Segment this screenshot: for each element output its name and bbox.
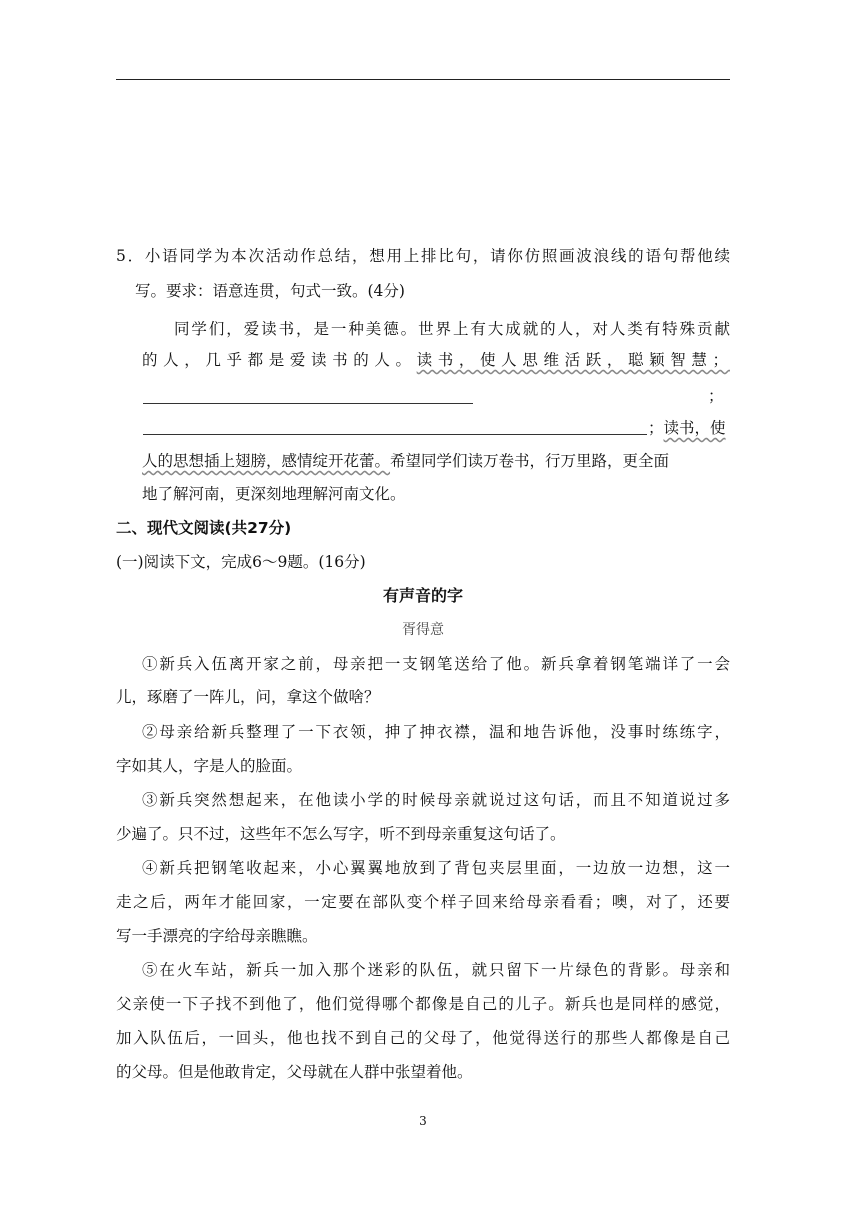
article-line: 加入队伍后，一回头，他也找不到自己的父母了，他觉得送行的那些人都像是自己: [116, 1029, 730, 1047]
semicolon-1: ；: [708, 387, 724, 405]
section-instruction: (一)阅读下文，完成6～9题。(16分): [116, 553, 366, 571]
semicolon-2: ；: [648, 419, 664, 437]
article-line: 写一手漂亮的字给母亲瞧瞧。: [116, 927, 318, 945]
wavy-underlined-sentence: 读书，使人思维活跃，聪颖智慧；: [416, 351, 730, 369]
article-line: 字如其人，字是人的脸面。: [116, 757, 303, 775]
q5-passage-line-1: 同学们，爱读书，是一种美德。世界上有大成就的人，对人类有特殊贡献: [174, 320, 730, 338]
q5-passage-line-2: [142, 350, 730, 370]
passage-text: 希望同学们读万卷书，行万里路，更全面: [390, 452, 670, 470]
wavy-underlined-sentence-end: 人的思想插上翅膀，感情绽开花蕾。: [142, 452, 391, 470]
article-line: ③新兵突然想起来，在他读小学的时候母亲就说过这句话，而且不知道说过多: [142, 791, 730, 809]
article-line: 父亲使一下子找不到他了，他们觉得哪个都像是自己的儿子。新兵也是同样的感觉，: [116, 995, 730, 1013]
q5-passage-line-4: [648, 418, 730, 438]
article-line: ⑤在火车站，新兵一加入那个迷彩的队伍，就只留下一片绿色的背影。母亲和: [142, 961, 730, 979]
article-line: ④新兵把钢笔收起来，小心翼翼地放到了背包夹层里面，一边放一边想，这一: [142, 859, 730, 877]
article-line: 儿，琢磨了一阵儿，问，拿这个做啥？: [116, 688, 380, 706]
article-line: 走之后，两年才能回家，一定要在部队变个样子回来给母亲看看；噢，对了，还要: [116, 893, 730, 911]
article-author: 胥得意: [402, 622, 444, 638]
article-line: 少遍了。只不过，这些年不怎么写字，听不到母亲重复这句话了。: [116, 825, 566, 843]
article-line: ②母亲给新兵整理了一下衣领，抻了抻衣襟，温和地告诉他，没事时练练字，: [142, 723, 730, 741]
answer-blank-1[interactable]: [143, 403, 473, 404]
article-line: 的父母。但是他敢肯定，父母就在人群中张望着他。: [116, 1063, 473, 1081]
header-rule: [116, 79, 730, 80]
article-title: 有声音的字: [382, 586, 463, 605]
passage-text: 的人，几乎都是爱读书的人。: [142, 351, 417, 369]
q5-line-1: 5．小语同学为本次活动作总结，想用上排比句，请你仿照画波浪线的语句帮他续: [116, 247, 730, 265]
q5-line-2: 写。要求：语意连贯，句式一致。(4分): [135, 282, 405, 300]
answer-blank-2[interactable]: [143, 434, 647, 435]
section-heading: 二、现代文阅读(共27分): [116, 519, 292, 537]
article-line: ①新兵入伍离开家之前，母亲把一支钢笔送给了他。新兵拿着钢笔端详了一会: [142, 655, 730, 673]
q5-passage-line-5: [142, 451, 730, 471]
wavy-underlined-sentence-cont: 读书，使: [663, 419, 726, 437]
q5-passage-line-6: 地了解河南，更深刻地理解河南文化。: [142, 485, 406, 503]
page-number: 3: [419, 1114, 427, 1128]
